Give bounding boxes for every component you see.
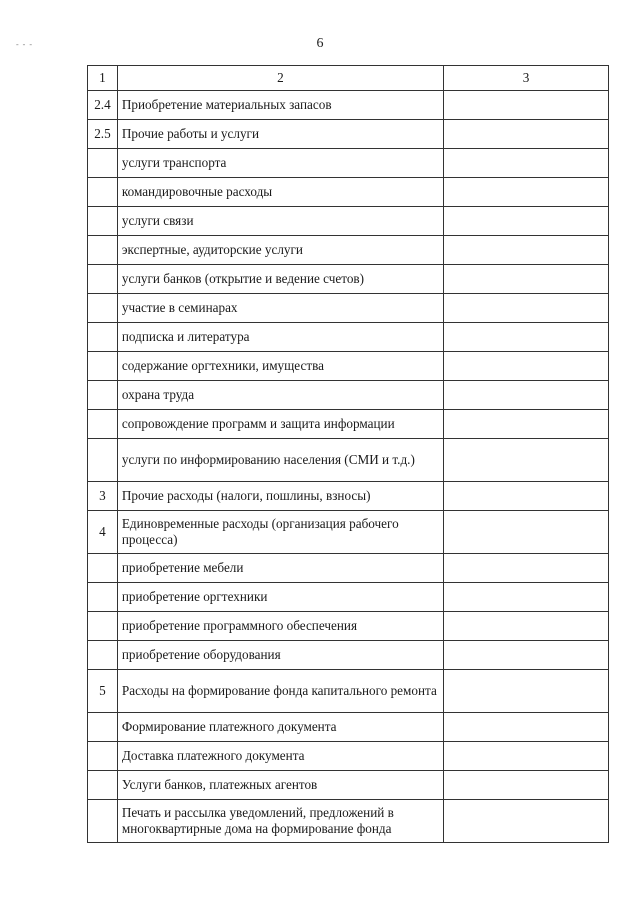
row-value (444, 583, 609, 612)
table-row (88, 236, 609, 265)
row-value (444, 294, 609, 323)
row-value (444, 482, 609, 511)
row-value (444, 323, 609, 352)
row-number (88, 800, 118, 843)
row-description: командировочные расходы (117, 178, 443, 207)
row-number (88, 612, 118, 641)
row-number (88, 265, 118, 294)
table-row (88, 742, 609, 771)
row-description: приобретение мебели (117, 554, 443, 583)
table-row (88, 583, 609, 612)
row-description: участие в семинарах (117, 294, 443, 323)
row-value (444, 381, 609, 410)
row-value (444, 439, 609, 482)
row-number (88, 713, 118, 742)
table-row (88, 554, 609, 583)
row-value (444, 670, 609, 713)
row-value (444, 149, 609, 178)
row-number (88, 294, 118, 323)
row-description: приобретение оргтехники (117, 583, 443, 612)
row-description: Доставка платежного документа (117, 742, 443, 771)
row-number: 4 (88, 511, 118, 554)
row-description: услуги транспорта (117, 149, 443, 178)
table-row (88, 352, 609, 381)
table-row (88, 800, 609, 843)
row-description: Формирование платежного документа (117, 713, 443, 742)
row-number (88, 236, 118, 265)
row-number (88, 641, 118, 670)
row-number: 3 (88, 482, 118, 511)
row-number: 2.5 (88, 120, 118, 149)
table-row (88, 294, 609, 323)
row-description: Прочие расходы (налоги, пошлины, взносы) (117, 482, 443, 511)
table-header-row (88, 66, 609, 91)
row-value (444, 511, 609, 554)
row-value (444, 713, 609, 742)
row-value (444, 554, 609, 583)
row-number (88, 410, 118, 439)
row-number: 5 (88, 670, 118, 713)
row-number (88, 742, 118, 771)
row-value (444, 800, 609, 843)
table-row (88, 207, 609, 236)
table-row (88, 265, 609, 294)
table-row (88, 641, 609, 670)
row-description: сопровождение программ и защита информации (117, 410, 443, 439)
table-row (88, 149, 609, 178)
row-value (444, 410, 609, 439)
row-description: приобретение программного обеспечения (117, 612, 443, 641)
row-number (88, 149, 118, 178)
table-row (88, 323, 609, 352)
row-description: подписка и литература (117, 323, 443, 352)
row-description: Услуги банков, платежных агентов (117, 771, 443, 800)
header-col-1: 1 (88, 66, 118, 91)
row-number (88, 352, 118, 381)
budget-table (87, 65, 609, 843)
row-number (88, 323, 118, 352)
row-number (88, 178, 118, 207)
table-row (88, 612, 609, 641)
row-description: Печать и рассылка уведомлений, предложений в многоквартирные дома на формирование фонда (117, 800, 443, 843)
row-number (88, 381, 118, 410)
table-row (88, 178, 609, 207)
row-description: Расходы на формирование фонда капитального ремонта (117, 670, 443, 713)
table-row (88, 91, 609, 120)
row-description: Единовременные расходы (организация рабочего процесса) (117, 511, 443, 554)
row-description: содержание оргтехники, имущества (117, 352, 443, 381)
table-row (88, 713, 609, 742)
row-value (444, 178, 609, 207)
row-description: услуги связи (117, 207, 443, 236)
row-value (444, 120, 609, 149)
row-description: услуги банков (открытие и ведение счетов) (117, 265, 443, 294)
table-row (88, 771, 609, 800)
row-description: услуги по информированию населения (СМИ и т.д.) (117, 439, 443, 482)
row-number (88, 439, 118, 482)
row-description: Приобретение материальных запасов (117, 91, 443, 120)
table-row (88, 482, 609, 511)
row-number: 2.4 (88, 91, 118, 120)
row-value (444, 771, 609, 800)
row-value (444, 742, 609, 771)
table-row (88, 120, 609, 149)
row-description: охрана труда (117, 381, 443, 410)
page-number: 6 (316, 36, 324, 51)
row-description: приобретение оборудования (117, 641, 443, 670)
scan-mark: - - - (16, 40, 33, 49)
row-number (88, 554, 118, 583)
row-number (88, 207, 118, 236)
row-number (88, 771, 118, 800)
table-row (88, 670, 609, 713)
row-value (444, 265, 609, 294)
row-description: экспертные, аудиторские услуги (117, 236, 443, 265)
row-value (444, 612, 609, 641)
row-number (88, 583, 118, 612)
table-row (88, 439, 609, 482)
table-row (88, 381, 609, 410)
row-description: Прочие работы и услуги (117, 120, 443, 149)
row-value (444, 207, 609, 236)
header-col-3: 3 (444, 66, 609, 91)
header-col-2: 2 (117, 66, 443, 91)
table-row (88, 410, 609, 439)
table-row (88, 511, 609, 554)
row-value (444, 236, 609, 265)
row-value (444, 352, 609, 381)
row-value (444, 91, 609, 120)
row-value (444, 641, 609, 670)
